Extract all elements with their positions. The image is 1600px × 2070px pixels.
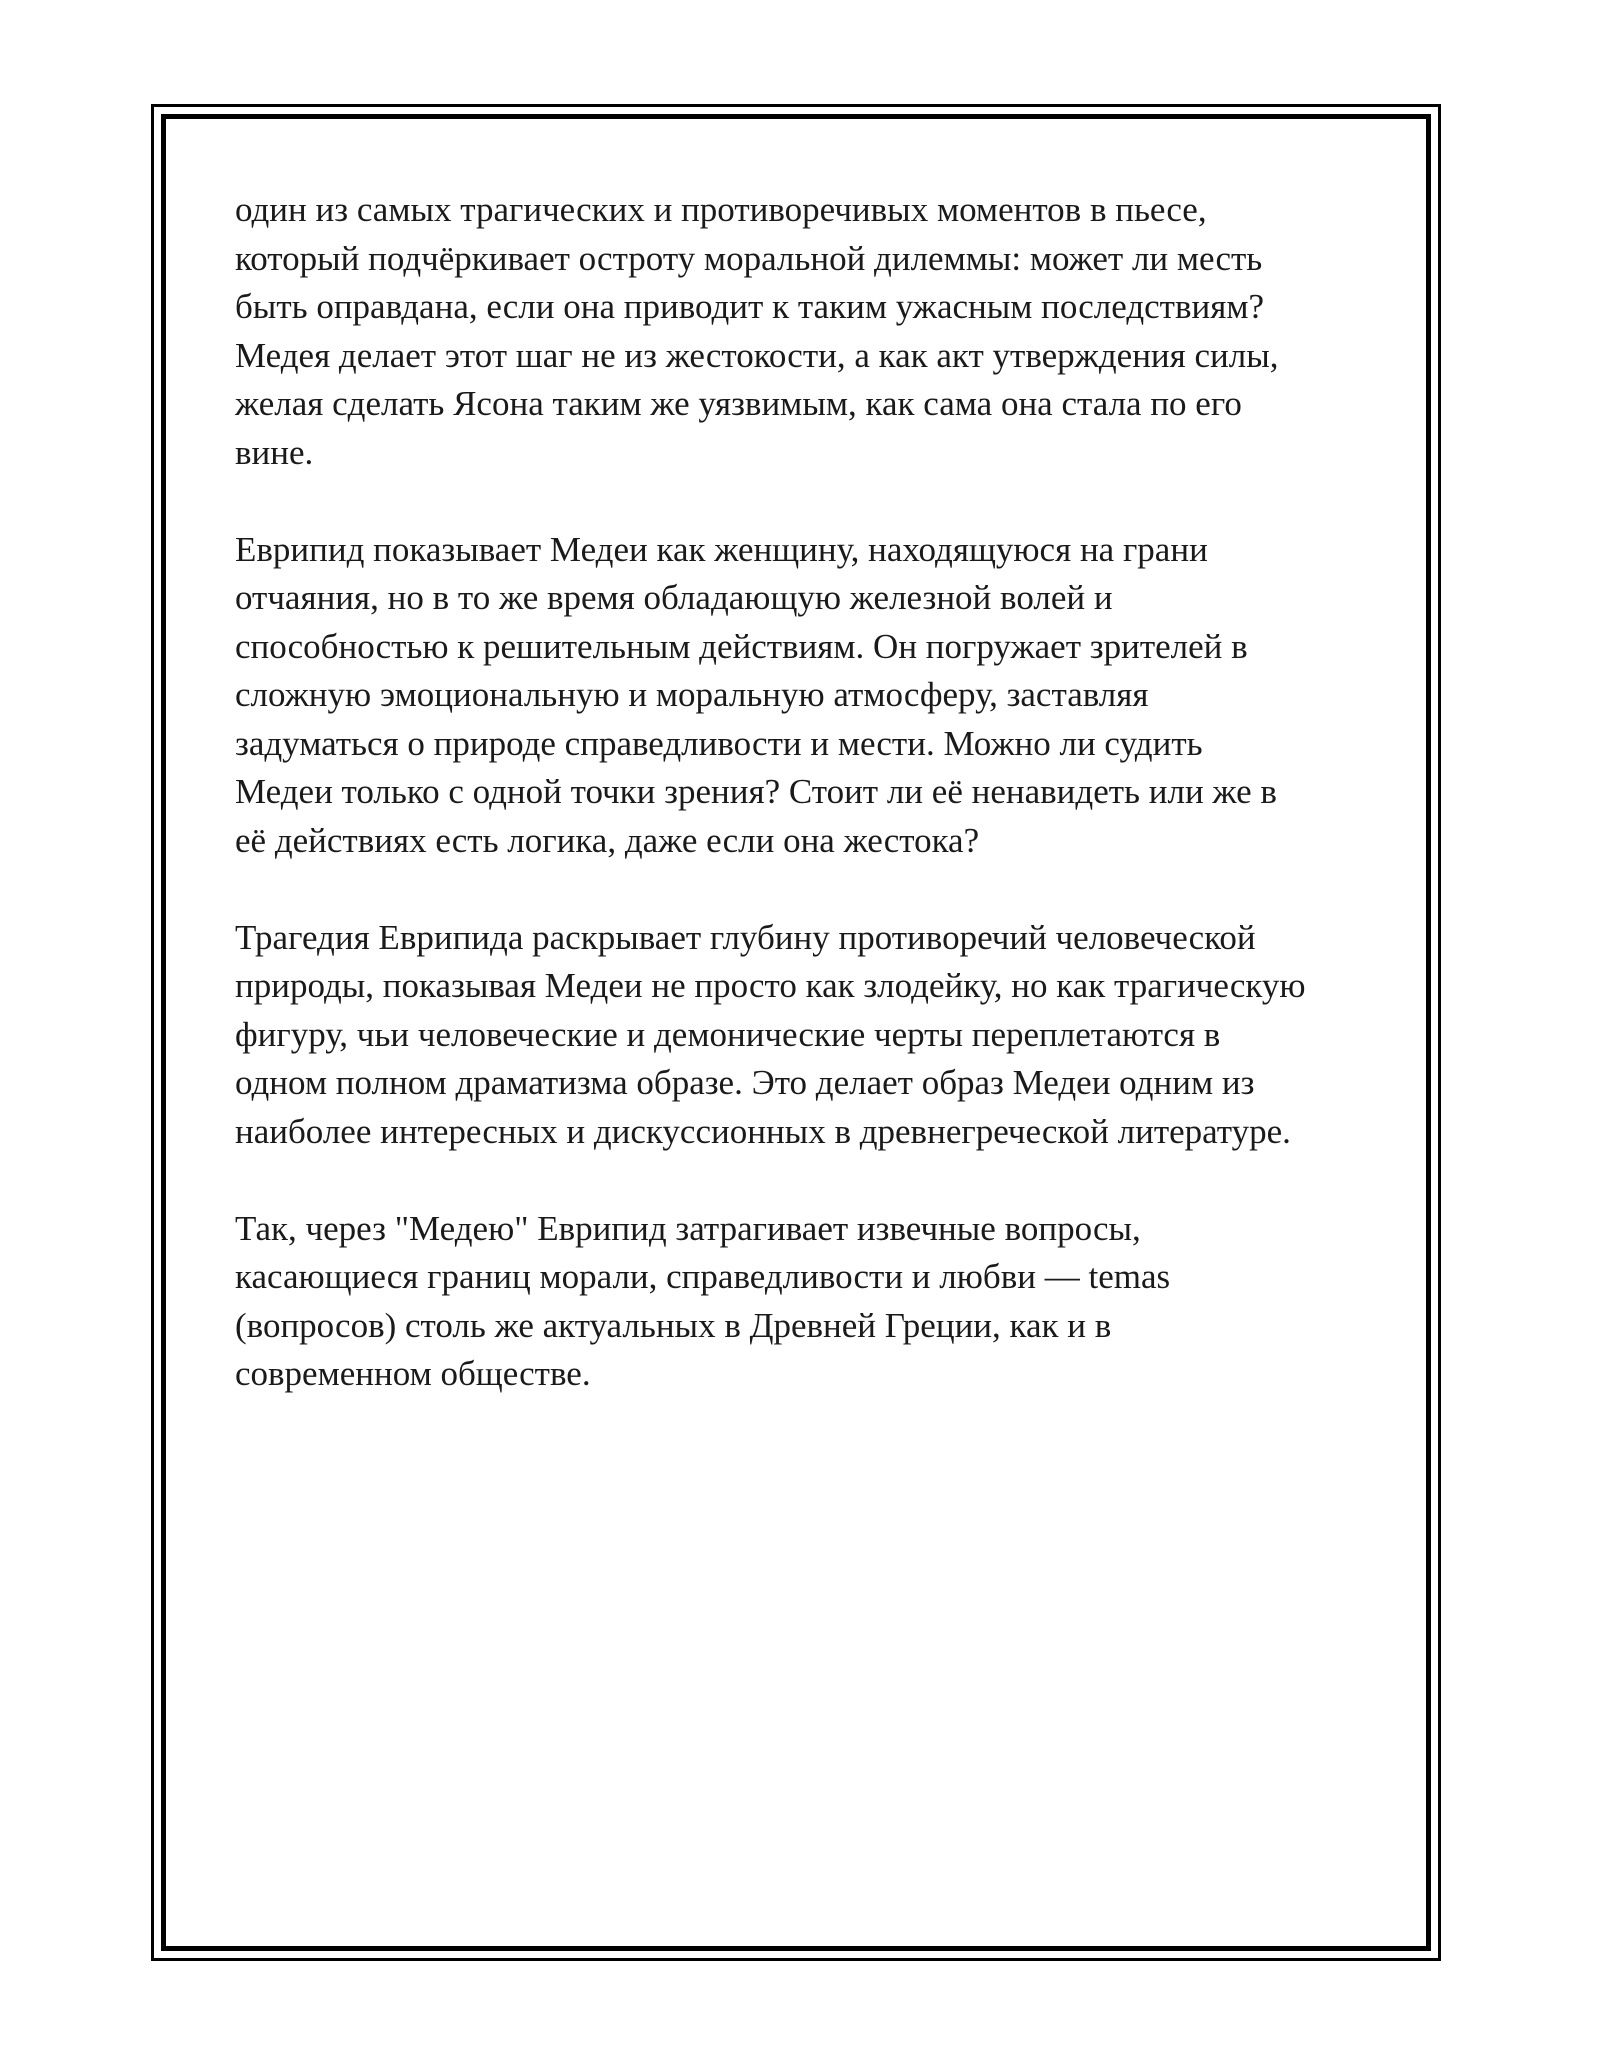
text-line: фигуру, чьи человеческие и демонические черты переплетаются в: [235, 1014, 1221, 1054]
text-line: Трагедия Еврипида раскрывает глубину противоречий человеческой: [235, 917, 1256, 957]
text-line: наиболее интересных и дискуссионных в древнегреческой литературе.: [235, 1111, 1291, 1151]
text-line: современном обществе.: [235, 1354, 591, 1393]
text-line: который подчёркивает остроту моральной дилеммы: может ли месть: [235, 238, 1263, 278]
text-line: желая сделать Ясона таким же уязвимым, как сама она стала по его: [235, 384, 1242, 423]
text-line: Еврипид показывает Медеи как женщину, находящуюся на грани: [235, 529, 1208, 569]
text-line: задуматься о природе справедливости и мести. Можно ли судить: [235, 723, 1203, 763]
text-line: Медея делает этот шаг не из жестокости, а как акт утверждения силы,: [235, 335, 1279, 375]
paragraph-4: [235, 1205, 1385, 1399]
text-line: касающиеся границ морали, справедливости и любви — temas: [235, 1257, 1171, 1296]
text-line: быть оправдана, если она приводит к таким ужасным последствиям?: [235, 287, 1265, 326]
paragraph-1: [235, 186, 1385, 477]
text-line: Так, через "Медею" Еврипид затрагивает извечные вопросы,: [235, 1208, 1141, 1248]
text-line: природы, показывая Медеи не просто как злодейку, но как трагическую: [235, 966, 1306, 1005]
text-line: Медеи только с одной точки зрения? Стоит ли её ненавидеть или же в: [235, 772, 1277, 811]
paragraph-2: [235, 526, 1385, 866]
text-line: (вопросов) столь же актуальных в Древней Греции, как и в: [235, 1305, 1112, 1345]
text-line: вине.: [235, 432, 314, 472]
document-body: [235, 186, 1385, 1447]
text-line: один из самых трагических и противоречивых моментов в пьесе,: [235, 190, 1207, 229]
text-line: способностью к решительным действиям. Он погружает зрителей в: [235, 626, 1248, 666]
text-line: отчаяния, но в то же время обладающую железной волей и: [235, 578, 1113, 617]
text-line: одном полном драматизма образе. Это делает образ Медеи одним из: [235, 1063, 1255, 1102]
paragraph-3: [235, 914, 1385, 1157]
text-line: её действиях есть логика, даже если она жестока?: [235, 820, 980, 860]
text-line: сложную эмоциональную и моральную атмосферу, заставляя: [235, 675, 1149, 714]
